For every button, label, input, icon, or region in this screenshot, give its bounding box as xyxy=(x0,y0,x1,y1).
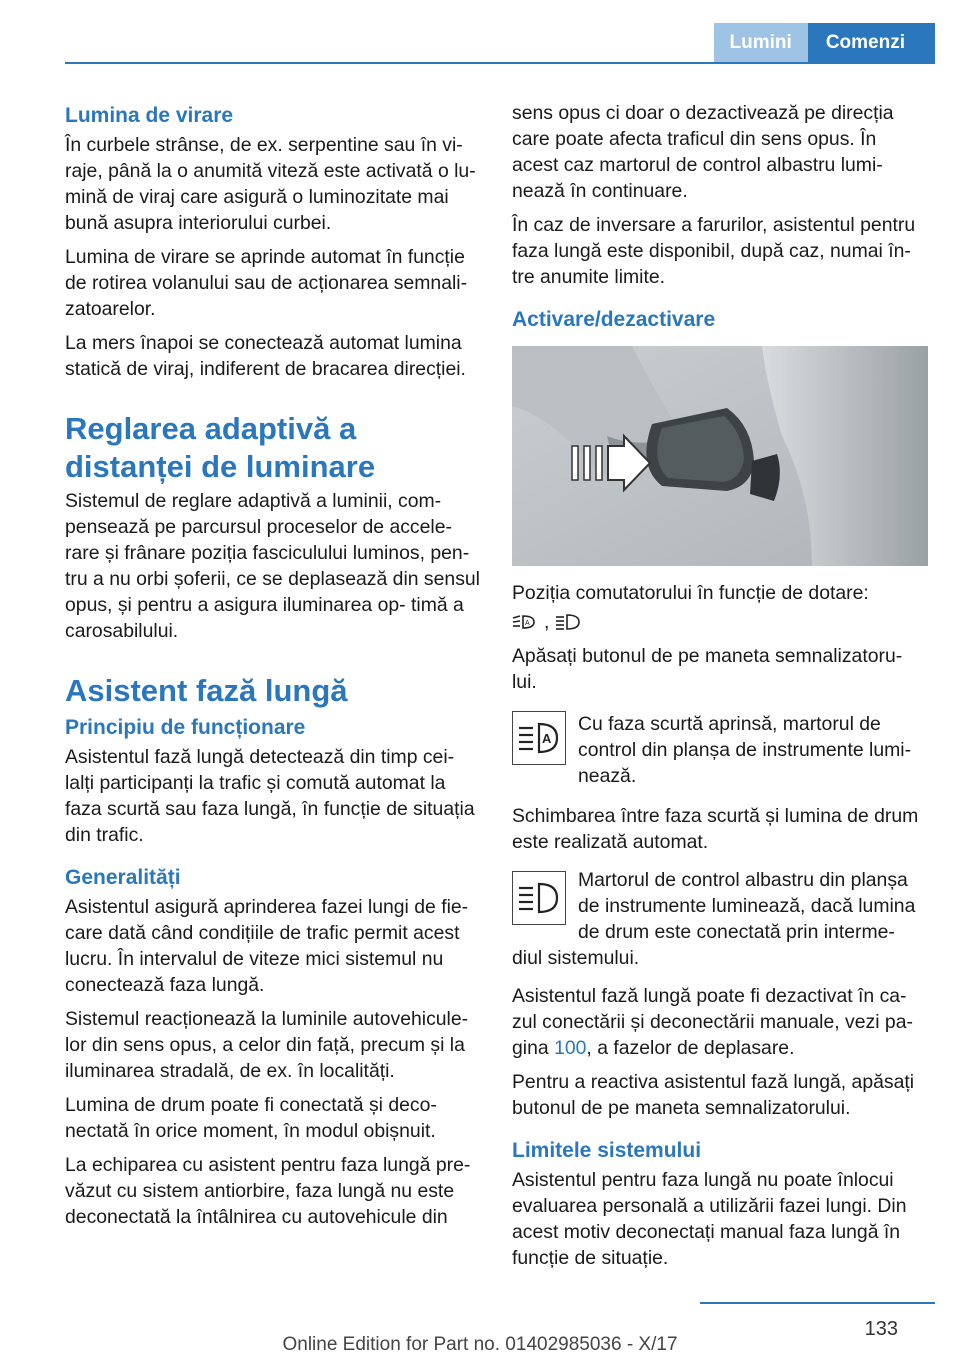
paragraph: Apăsați butonul de pe maneta semnalizatoru‐ lui. xyxy=(512,644,903,693)
auto-indicator-note xyxy=(512,703,928,791)
svg-text:A: A xyxy=(542,730,552,746)
heading-reglarea-adaptiva: Reglarea adaptivă a distanței de luminare xyxy=(65,411,376,484)
paragraph: În caz de inversare a farurilor, asistentul pentru faza lungă este disponibil, după caz, numai în‐ tre anumite limite. xyxy=(512,214,916,288)
footer-edition: Online Edition for Part no. 01402985036 - X/17 xyxy=(282,1334,678,1355)
header-tabs xyxy=(714,23,935,63)
high-beam-indicator-note xyxy=(512,863,928,971)
high-beam-indicator-icon xyxy=(512,871,566,925)
high-beam-assistant-icon xyxy=(512,612,538,632)
indicator-text: Cu faza scurtă aprinsă, martorul de control din planșa de instrumente lumi‐ nează. xyxy=(578,712,912,787)
icon-separator: , xyxy=(544,610,550,633)
switch-position-icons xyxy=(512,608,928,635)
indicator-text: Martorul de control albastru din planșa de instrumente luminează, dacă lumina de drum este conectată prin interme‐ xyxy=(578,868,916,943)
high-beam-icon xyxy=(555,612,581,632)
auto-low-beam-indicator-icon xyxy=(512,711,566,765)
paragraph: Lumina de drum poate fi conectată și deco‐ nectată în orice moment, în modul obișnuit. xyxy=(65,1094,437,1142)
svg-text:A: A xyxy=(525,619,530,627)
turn-signal-lever-illustration xyxy=(512,346,928,566)
paragraph: Asistentul fază lungă detectează din timp cei‐ lalți participanți la trafic și comută automat la faza scurtă sau faza lungă, în funcție de situația din trafic. xyxy=(65,746,475,846)
tab-comenzi[interactable]: Comenzi xyxy=(808,23,935,63)
paragraph: Sistemul de reglare adaptivă a luminii, com‐ pensează pe parcursul proceselor de accele‐ rare și frânare poziția fasciculului luminos, pen‐ tru a nu orbi șoferii, ce se deplasează din sensul opus, și pentru a asigura iluminarea op‐ timă a carosabilului. xyxy=(65,490,480,642)
footer-rule xyxy=(700,1302,935,1304)
right-column xyxy=(512,100,928,1279)
text: Asistentul fază lungă poate fi dezactivat în ca‐ zul conectării și deconectării manuale, vezi pa‐ gina xyxy=(512,984,913,1059)
heading-asistent-faza-lunga: Asistent fază lungă xyxy=(65,673,348,708)
heading-lumina-de-virare: Lumina de virare xyxy=(65,104,234,127)
lever-image xyxy=(512,346,928,566)
paragraph: La echiparea cu asistent pentru faza lungă pre‐ văzut cu sistem antiorbire, faza lungă nu este deconectată la întâlnirea cu autovehicule din xyxy=(65,1154,471,1228)
paragraph: Schimbarea între faza scurtă și lumina de drum este realizată automat. xyxy=(512,804,919,853)
heading-activare: Activare/dezactivare xyxy=(512,308,716,331)
heading-limitele-sistemului: Limitele sistemului xyxy=(512,1138,702,1162)
paragraph: sens opus ci doar o dezactivează pe direcția care poate afecta traficul din sens opus. În acest caz martorul de control albastru lumi‐ nează în continuare. xyxy=(512,102,894,202)
left-column xyxy=(65,100,481,1238)
paragraph: În curbele strânse, de ex. serpentine sau în vi‐ raje, până la o anumită viteză este activată o lu‐ mină de viraj care asigură o luminozitate mai bună asupra interiorului curbei. xyxy=(65,134,476,234)
text: , a fazelor de deplasare. xyxy=(586,1036,795,1059)
header-rule xyxy=(65,62,935,64)
heading-principiu: Principiu de funcționare xyxy=(65,716,306,739)
paragraph: Asistentul pentru faza lungă nu poate înlocui evaluarea personală a utilizării fazei lungi. Din acest motiv deconectați manual faza lungă în funcție de situație. xyxy=(512,1168,907,1269)
paragraph: La mers înapoi se conectează automat lumina statică de viraj, indiferent de bracarea direcției. xyxy=(65,332,466,380)
indicator-text-continued: diul sistemului. xyxy=(512,946,640,969)
paragraph: Poziția comutatorului în funcție de dotare: xyxy=(512,582,869,604)
paragraph: Sistemul reacționează la luminile autovehicule‐ lor din sens opus, a celor din față, precum și la iluminarea stradală, de ex. în localități. xyxy=(65,1008,469,1082)
tab-lumini[interactable]: Lumini xyxy=(714,23,808,63)
paragraph: Pentru a reactiva asistentul fază lungă, apăsați butonul de pe maneta semnalizatorului. xyxy=(512,1070,915,1119)
heading-generalitati: Generalități xyxy=(65,866,181,889)
page-link[interactable]: 100 xyxy=(554,1036,587,1059)
paragraph: Asistentul asigură aprinderea fazei lungi de fie‐ care dată când condițiile de trafic permit acest lucru. În intervalul de viteze mici sistemul nu conectează faza lungă. xyxy=(65,896,469,996)
paragraph: Lumina de virare se aprinde automat în funcție de rotirea volanului sau de acționarea semnali‐ zatoarelor. xyxy=(65,246,468,320)
page-number: 133 xyxy=(864,1318,898,1340)
paragraph xyxy=(512,983,928,1061)
